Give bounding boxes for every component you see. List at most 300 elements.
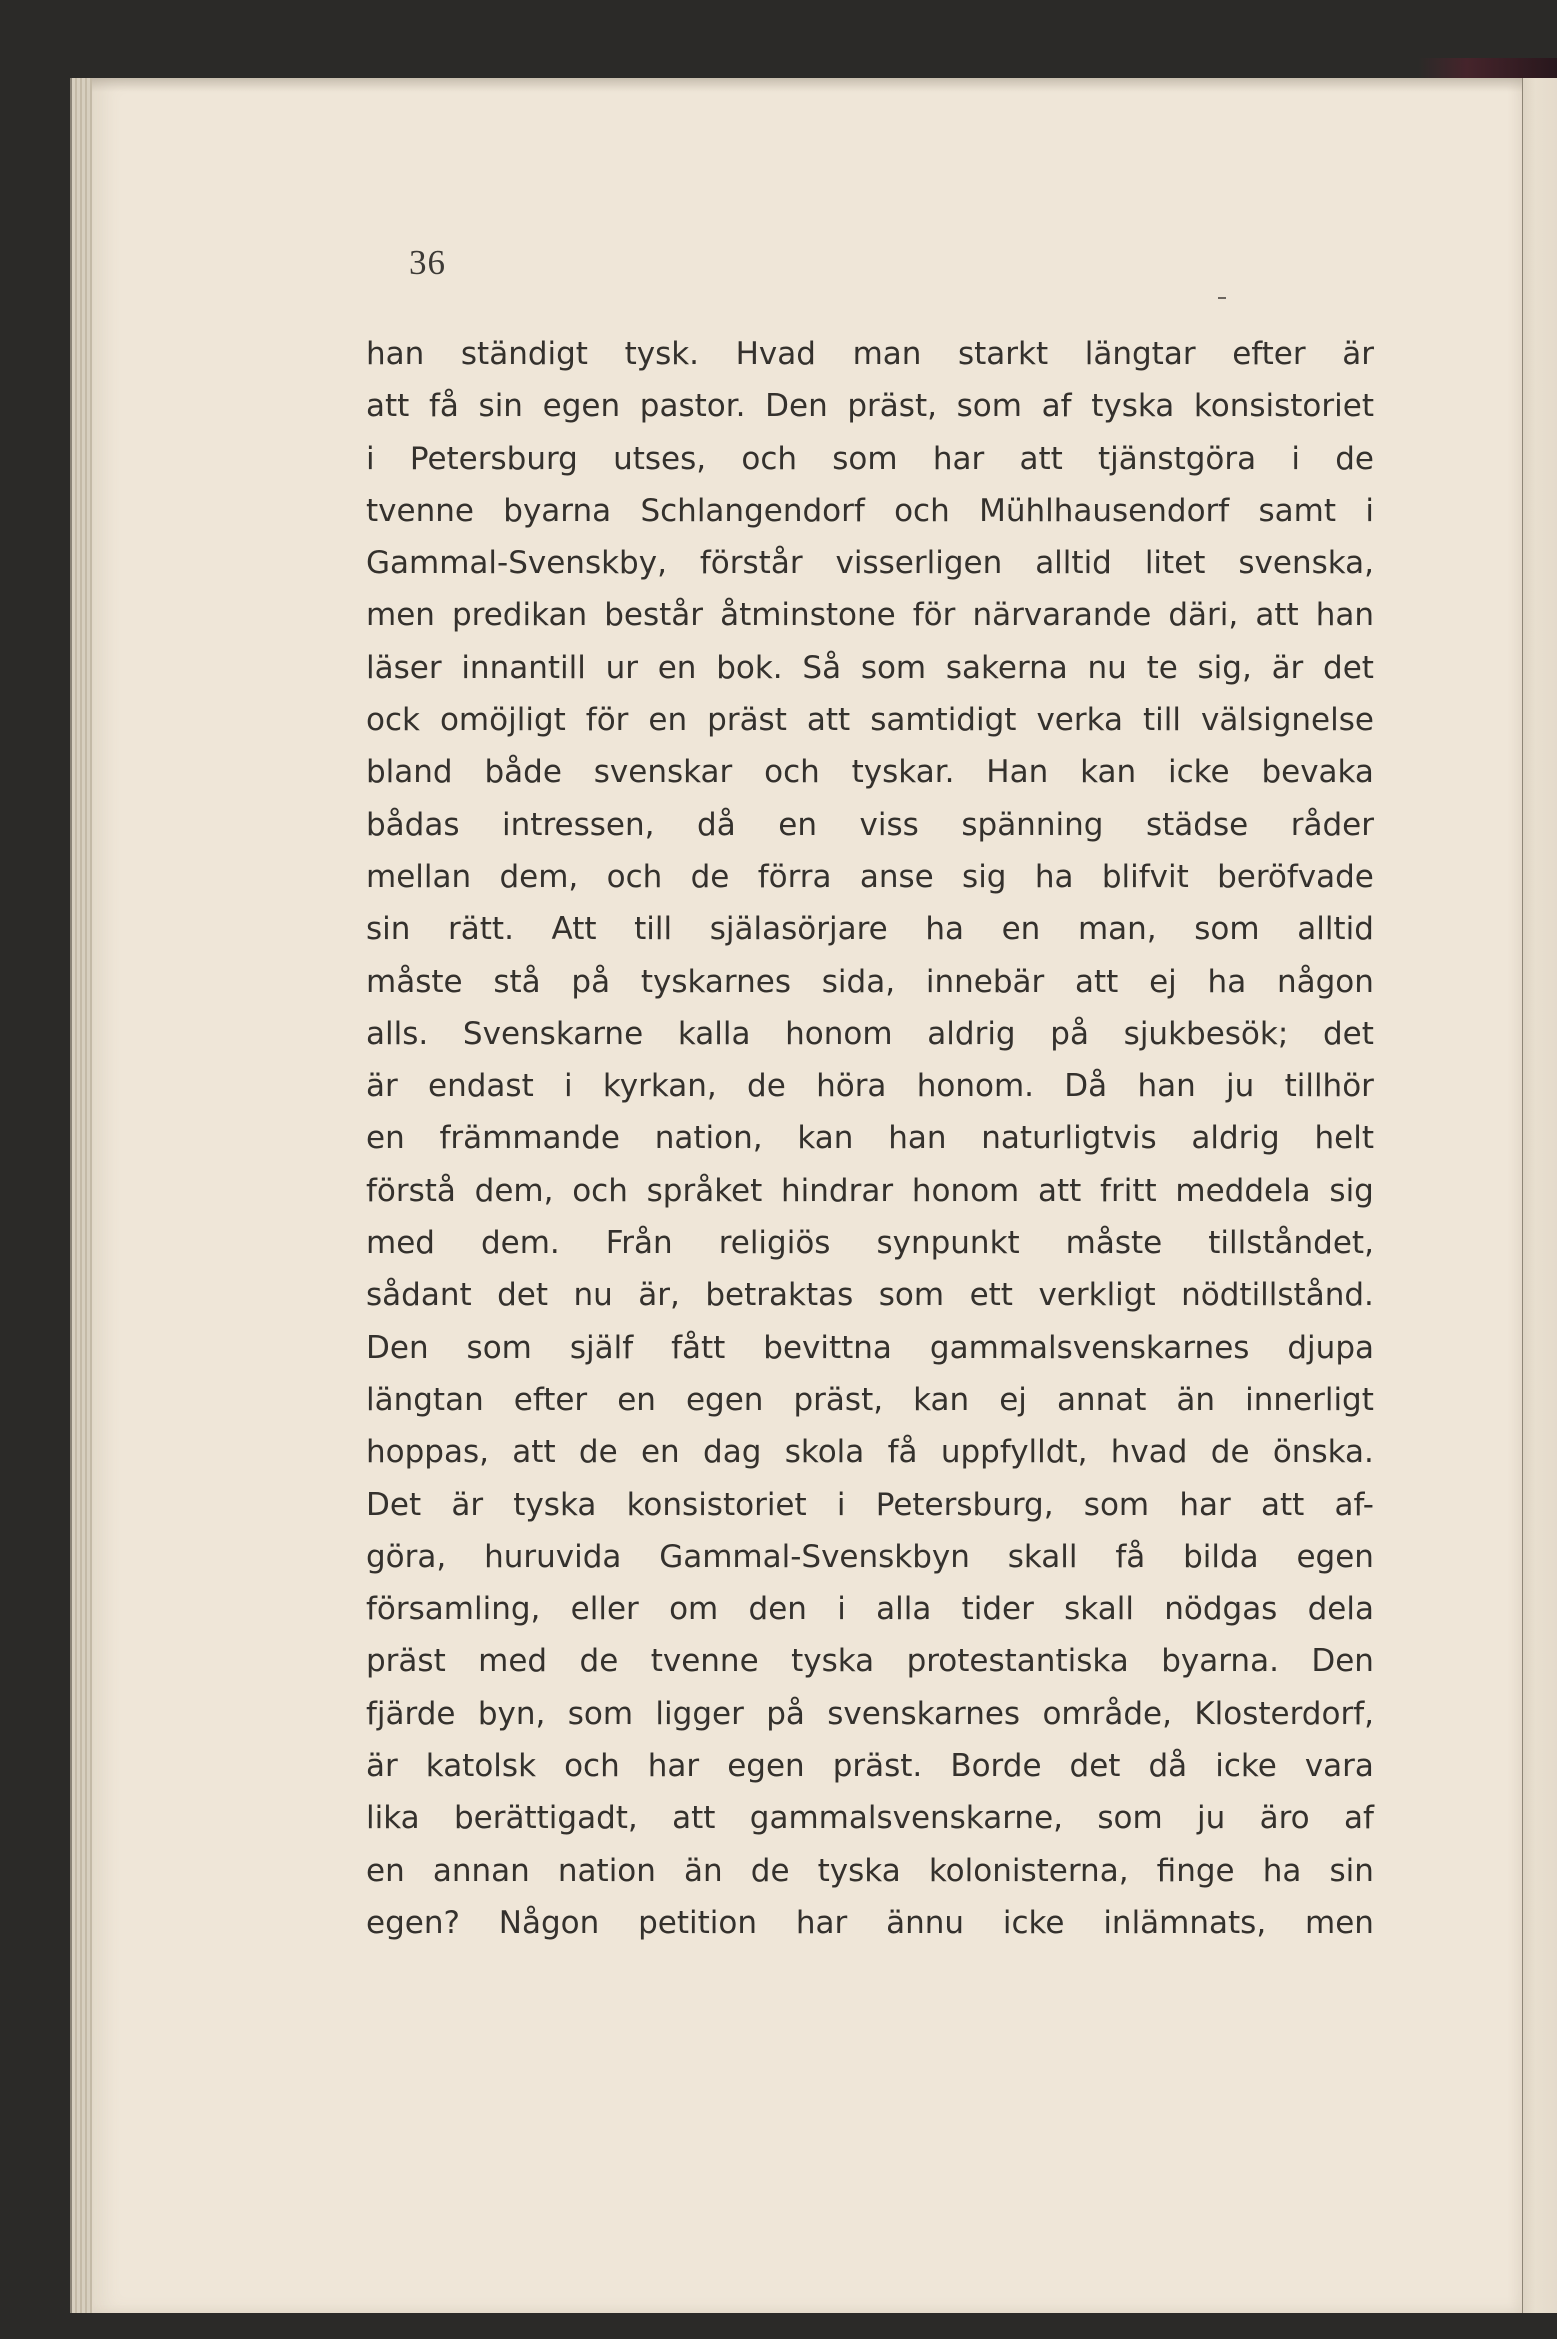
text-word: till [1143,702,1182,739]
text-line-24 [366,1531,1374,1583]
text-word: Så [802,649,842,686]
text-word: innantill [461,649,586,686]
text-word: förstår [699,545,803,582]
text-word: och [894,492,950,529]
text-word: omöjligt [439,702,566,739]
text-word: religiös [718,1225,831,1262]
text-word: uppfylldt, [940,1434,1088,1471]
text-word: bilda [1183,1538,1259,1575]
text-word: bevittna [763,1329,892,1366]
text-word: att [806,702,851,739]
text-word: Klosterdorf, [1194,1695,1374,1732]
text-word: litet [1144,545,1206,582]
text-word: Petersburg, [875,1486,1054,1523]
text-word: egen [542,388,621,425]
text-line-27 [366,1688,1374,1740]
text-word: är [451,1486,484,1523]
text-word: sin [478,388,523,425]
top-right-dark-corner [1418,58,1557,78]
text-word: af [1041,388,1072,425]
text-word: byarna [503,492,612,529]
text-word: det [1069,1748,1121,1785]
text-word: språket [646,1172,763,1209]
text-word: få [1115,1538,1146,1575]
text-word: nation, [654,1120,763,1157]
text-line-31 [366,1897,1374,1949]
text-word: svenska, [1238,545,1374,582]
text-line-7 [366,642,1374,694]
text-word: och [764,754,820,791]
text-line-14 [366,1008,1374,1060]
text-word: däri, [1168,597,1239,634]
text-line-30 [366,1845,1374,1897]
text-word: dag [703,1434,762,1471]
text-word: han [366,336,425,372]
text-word: fått [671,1329,726,1366]
text-word: tyska [791,1643,875,1680]
text-line-16 [366,1112,1374,1164]
text-word: på [766,1695,805,1732]
text-word: som [878,1277,945,1314]
text-word: har [932,440,985,477]
text-word: huruvida [484,1538,622,1575]
text-word: församling, [366,1591,541,1628]
text-word: som [567,1695,634,1732]
text-word: präst. [832,1748,923,1785]
text-line-1 [366,328,1374,380]
text-word: äro [1259,1800,1310,1837]
text-word: svenskarnes [827,1695,1021,1732]
text-word: synpunkt [876,1225,1020,1262]
text-word: kan [913,1381,970,1418]
text-word: till [634,911,673,948]
text-word: tyska [513,1486,597,1523]
text-line-18 [366,1217,1374,1269]
text-word: katolsk [425,1748,537,1785]
text-word: sida, [821,963,896,1000]
text-word: de [579,1643,619,1680]
text-word: alla [876,1591,932,1628]
text-word: en [648,702,688,739]
text-word: själf [569,1329,634,1366]
text-line-8 [366,694,1374,746]
text-word: egen [727,1748,805,1785]
text-word: han [1137,1068,1196,1105]
text-word: kyrkan, [602,1068,717,1105]
text-word: Att [551,911,597,948]
text-word: egen? [366,1904,460,1941]
page-number: 36 [409,243,446,282]
text-word: starkt [958,336,1049,372]
text-word: och [572,1172,628,1209]
text-word: att [512,1434,556,1471]
text-word: tillståndet, [1208,1225,1374,1262]
text-word: åtminstone [720,597,896,634]
text-word: blifvit [1101,858,1189,895]
text-line-15 [366,1060,1374,1112]
text-word: mellan [366,858,472,895]
text-word: ju [1197,1800,1226,1837]
text-word: de [750,1852,790,1889]
text-word: som [956,388,1022,425]
text-line-4 [366,485,1374,537]
text-word: tvenne [650,1643,759,1680]
text-word: önska. [1272,1434,1374,1471]
text-word: har [647,1748,700,1785]
text-word: tillhör [1284,1068,1374,1105]
text-word: kan [1080,754,1137,791]
text-word: eller [570,1591,639,1628]
text-word: visserligen [835,545,1003,582]
text-word: Den [1311,1643,1374,1680]
text-line-23 [366,1479,1374,1531]
text-word: sin [366,911,411,948]
text-word: svenskar [593,754,733,791]
text-word: Borde [950,1748,1042,1785]
text-word: nu [573,1277,613,1314]
text-word: få [887,1434,918,1471]
text-word: att [366,388,410,425]
text-word: alls. [366,1015,429,1052]
text-word: ligger [655,1695,744,1732]
text-word: icke [1002,1904,1065,1941]
text-line-26 [366,1635,1374,1687]
page-text-block [366,328,1374,1949]
text-word: på [571,963,611,1000]
text-word: längtan [366,1381,484,1418]
text-word: förra [757,858,832,895]
text-word: ha [1207,963,1247,1000]
text-word: tyskarnes [640,963,792,1000]
text-word: det [1323,649,1374,686]
text-line-2 [366,380,1374,432]
text-word: fritt [1100,1172,1157,1209]
text-word: ännu [886,1904,965,1941]
text-word: präst, [847,388,937,425]
text-word: fjärde [366,1695,456,1732]
text-word: nödgas [1164,1591,1278,1628]
text-word: på [1050,1015,1089,1052]
text-word: hindrar [781,1172,894,1209]
text-word: ständigt [460,336,588,372]
text-word: rätt. [448,911,514,948]
text-word: med [478,1643,548,1680]
text-word: har [1179,1486,1231,1523]
text-word: då [1148,1748,1188,1785]
text-word: ur [605,649,638,686]
text-line-12 [366,903,1374,955]
text-word: efter [513,1381,588,1418]
text-word: bland [366,754,453,791]
right-page-binding [1522,78,1557,2313]
text-word: Någon [498,1904,600,1941]
text-word: ju [1226,1068,1255,1105]
text-word: göra, [366,1538,447,1575]
text-word: präst [707,702,787,739]
text-word: tjänstgöra [1098,440,1257,477]
text-word: spänning [961,806,1104,843]
text-word: kalla [677,1015,751,1052]
text-word: petition [638,1904,758,1941]
text-word: icke [1168,754,1230,791]
text-line-19 [366,1269,1374,1321]
text-word: hoppas, [366,1434,489,1471]
text-word: bevaka [1261,754,1374,791]
text-word: sjukbesök; [1123,1015,1289,1052]
text-word: Hvad [735,336,816,372]
text-word: innerligt [1245,1381,1374,1418]
text-word: konsistoriet [626,1486,807,1523]
text-word: finge [1156,1852,1235,1889]
text-word: höra [816,1068,887,1105]
text-word: af- [1334,1486,1374,1523]
text-line-17 [366,1165,1374,1217]
text-line-6 [366,589,1374,641]
text-word: men [366,597,435,634]
text-word: att [1075,963,1119,1000]
text-word: själasörjare [709,911,888,948]
text-word: Det [366,1486,422,1523]
text-word: annan [432,1852,530,1889]
text-word: icke [1215,1748,1277,1785]
text-word: verka [1036,702,1124,739]
text-word: Då [1064,1068,1108,1105]
text-word: beröfvade [1217,858,1374,895]
text-word: byarna. [1161,1643,1279,1680]
text-word: bok. [716,649,783,686]
text-line-13 [366,956,1374,1008]
text-word: som [1083,1486,1150,1523]
text-word: måste [366,963,463,1000]
text-word: berättigadt, [453,1800,638,1837]
text-word: innebär [925,963,1045,1000]
text-word: han [888,1120,947,1157]
text-word: för [912,597,956,634]
text-word: då [697,806,736,843]
text-word: sig, [1197,649,1252,686]
text-word: städse [1145,806,1249,843]
text-word: inlämnats, [1103,1904,1267,1941]
text-word: är [366,1068,398,1105]
text-word: präst [366,1643,446,1680]
text-word: är [1271,649,1304,686]
text-word: att [1260,1486,1305,1523]
text-word: en [617,1381,656,1418]
text-word: naturligtvis [981,1120,1157,1157]
text-word: predikan [451,597,588,634]
text-word: honom. [916,1068,1034,1105]
text-word: med [366,1225,435,1262]
text-word: dela [1307,1591,1374,1628]
text-word: i [837,1591,846,1628]
text-word: te [1146,649,1178,686]
text-word: samt [1258,492,1337,529]
text-word: Petersburg [409,440,578,477]
text-word: de [1335,440,1374,477]
text-word: en [640,1434,680,1471]
text-word: tider [961,1591,1034,1628]
text-word: ha [1262,1852,1302,1889]
top-page-shadow [92,78,1522,92]
text-word: dem, [499,858,579,895]
text-word: skall [1064,1591,1134,1628]
text-word: måste [1065,1225,1163,1262]
text-word: om [669,1591,719,1628]
text-word: men [1305,1904,1374,1941]
text-word: honom [785,1015,893,1052]
text-word: annat [1056,1381,1147,1418]
text-word: efter [1232,336,1306,372]
text-word: och [564,1748,620,1785]
text-word: skola [784,1434,865,1471]
text-word: Mühlhausendorf [979,492,1230,529]
text-word: är, [638,1277,680,1314]
text-word: de [747,1068,786,1105]
text-word: bådas [366,806,460,843]
text-word: Svenskarne [462,1015,644,1052]
text-word: verkligt [1038,1277,1156,1314]
text-word: ej [999,1381,1027,1418]
text-word: aldrig [1191,1120,1280,1157]
text-word: Från [605,1225,673,1262]
text-word: förstå [366,1172,456,1209]
text-word: som [860,649,927,686]
text-word: egen [1296,1538,1374,1575]
text-word: nu [1087,649,1127,686]
text-word: Han [986,754,1049,791]
text-line-5 [366,537,1374,589]
text-word: som [1194,911,1260,948]
text-word: ha [925,911,964,948]
text-line-22 [366,1426,1374,1478]
text-word: att [1255,597,1299,634]
text-word: som [1097,1800,1163,1837]
text-word: vara [1304,1748,1374,1785]
text-word: och [606,858,663,895]
text-word: gammalsvenskarnes [929,1329,1250,1366]
text-word: kan [797,1120,854,1157]
text-word: det [1323,1015,1374,1052]
text-line-25 [366,1583,1374,1635]
text-word: skall [1007,1538,1078,1575]
text-word: de [578,1434,618,1471]
text-word: läser [366,649,442,686]
text-line-9 [366,746,1374,798]
text-word: anse [859,858,934,895]
text-word: hvad [1110,1434,1188,1471]
text-word: honom [911,1172,1020,1209]
text-word: och [741,440,798,477]
text-word: stå [493,963,541,1000]
text-word: att [672,1800,716,1837]
text-word: en [366,1852,405,1889]
text-word: man [852,336,922,372]
text-word: viss [859,806,919,843]
text-word: längtar [1084,336,1196,372]
text-word: kolonisterna, [928,1852,1129,1889]
text-word: som [466,1329,532,1366]
text-word: råder [1290,806,1374,843]
text-word: meddela [1175,1172,1311,1209]
text-line-3 [366,433,1374,485]
text-word: att [1038,1172,1082,1209]
text-word: i [564,1068,573,1105]
text-word: helt [1314,1120,1374,1157]
text-word: präst, [793,1381,884,1418]
text-word: både [484,754,562,791]
text-word: konsistoriet [1193,388,1374,425]
text-word: betraktas [705,1277,854,1314]
text-word: ett [969,1277,1013,1314]
text-word: byn, [477,1695,546,1732]
text-word: sig [962,858,1007,895]
text-word: närvarande [972,597,1152,634]
text-line-21 [366,1374,1374,1426]
text-word: samtidigt [870,702,1017,739]
text-word: dem, [474,1172,554,1209]
text-word: en [366,1120,405,1157]
text-word: sig [1329,1172,1374,1209]
text-word: tyska [1091,388,1175,425]
text-word: ej [1149,963,1177,1000]
text-word: den [748,1591,807,1628]
text-word: af [1344,1800,1374,1837]
text-word: alltid [1035,545,1112,582]
text-word: nation [557,1852,656,1889]
text-word: än [1176,1381,1216,1418]
text-word: pastor. [639,388,746,425]
text-word: för [585,702,629,739]
text-word: dem. [480,1225,560,1262]
text-word: ha [1034,858,1074,895]
text-word: nödtillstånd. [1181,1277,1374,1314]
text-word: intressen, [502,806,655,843]
text-word: sin [1329,1852,1374,1889]
text-word: de [690,858,730,895]
text-word: att [1019,440,1063,477]
text-word: endast [428,1068,534,1105]
text-word: sådant [366,1277,472,1314]
text-word: består [604,597,704,634]
text-word: egen [685,1381,764,1418]
text-line-20 [366,1322,1374,1374]
text-word: än [684,1852,723,1889]
text-word: tvenne [366,492,474,529]
text-word: har [795,1904,848,1941]
text-word: aldrig [927,1015,1016,1052]
text-word: han [1315,597,1374,634]
text-word: som [832,440,898,477]
text-word: är [366,1748,398,1785]
text-word: det [497,1277,549,1314]
text-word: i [366,440,375,477]
text-word: Schlangendorf [640,492,865,529]
text-word: sakerna [945,649,1068,686]
text-word: är [1342,336,1374,372]
text-word: en [778,806,817,843]
text-word: välsignelse [1201,702,1374,739]
text-word: alltid [1297,911,1374,948]
text-word: en [1001,911,1041,948]
text-line-29 [366,1792,1374,1844]
text-line-11 [366,851,1374,903]
text-word: få [428,388,459,425]
text-word: gammalsvenskarne, [749,1800,1063,1837]
text-word: tysk. [624,336,700,372]
text-word: Den [366,1329,429,1366]
text-word: område, [1042,1695,1172,1732]
text-word: i [836,1486,846,1523]
